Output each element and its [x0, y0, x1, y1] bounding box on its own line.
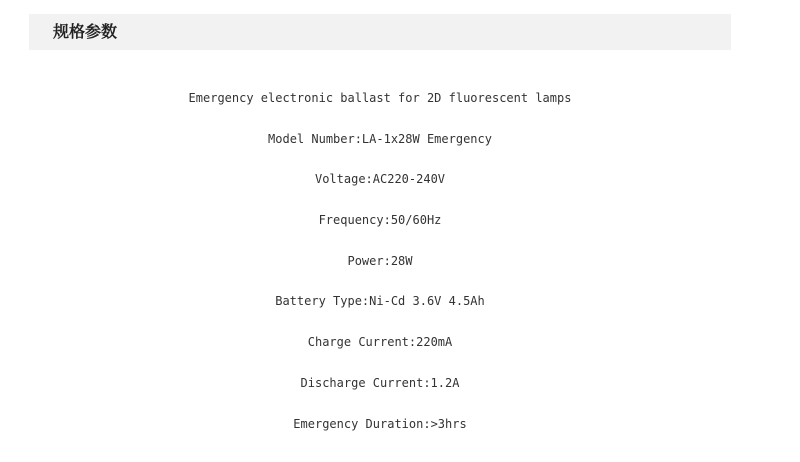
spec-voltage: Voltage:AC220-240V	[314, 172, 446, 187]
spec-model-number: Model Number:LA-1x28W Emergency	[268, 131, 492, 146]
spec-frequency: Frequency:50/60Hz	[318, 213, 442, 228]
section-header	[29, 14, 731, 50]
spec-product-description: Emergency electronic ballast for 2D fluorescent lamps	[188, 91, 572, 105]
spec-charge-current: Charge Current:220mA	[307, 335, 453, 350]
spec-list	[29, 84, 731, 450]
section-title: 规格参数	[53, 22, 118, 41]
spec-power: Power:28W	[347, 253, 413, 268]
spec-battery-type: Battery Type:Ni-Cd 3.6V 4.5Ah	[275, 294, 485, 309]
spec-emergency-duration: Emergency Duration:>3hrs	[293, 416, 467, 431]
spec-discharge-current: Discharge Current:1.2A	[300, 375, 460, 390]
